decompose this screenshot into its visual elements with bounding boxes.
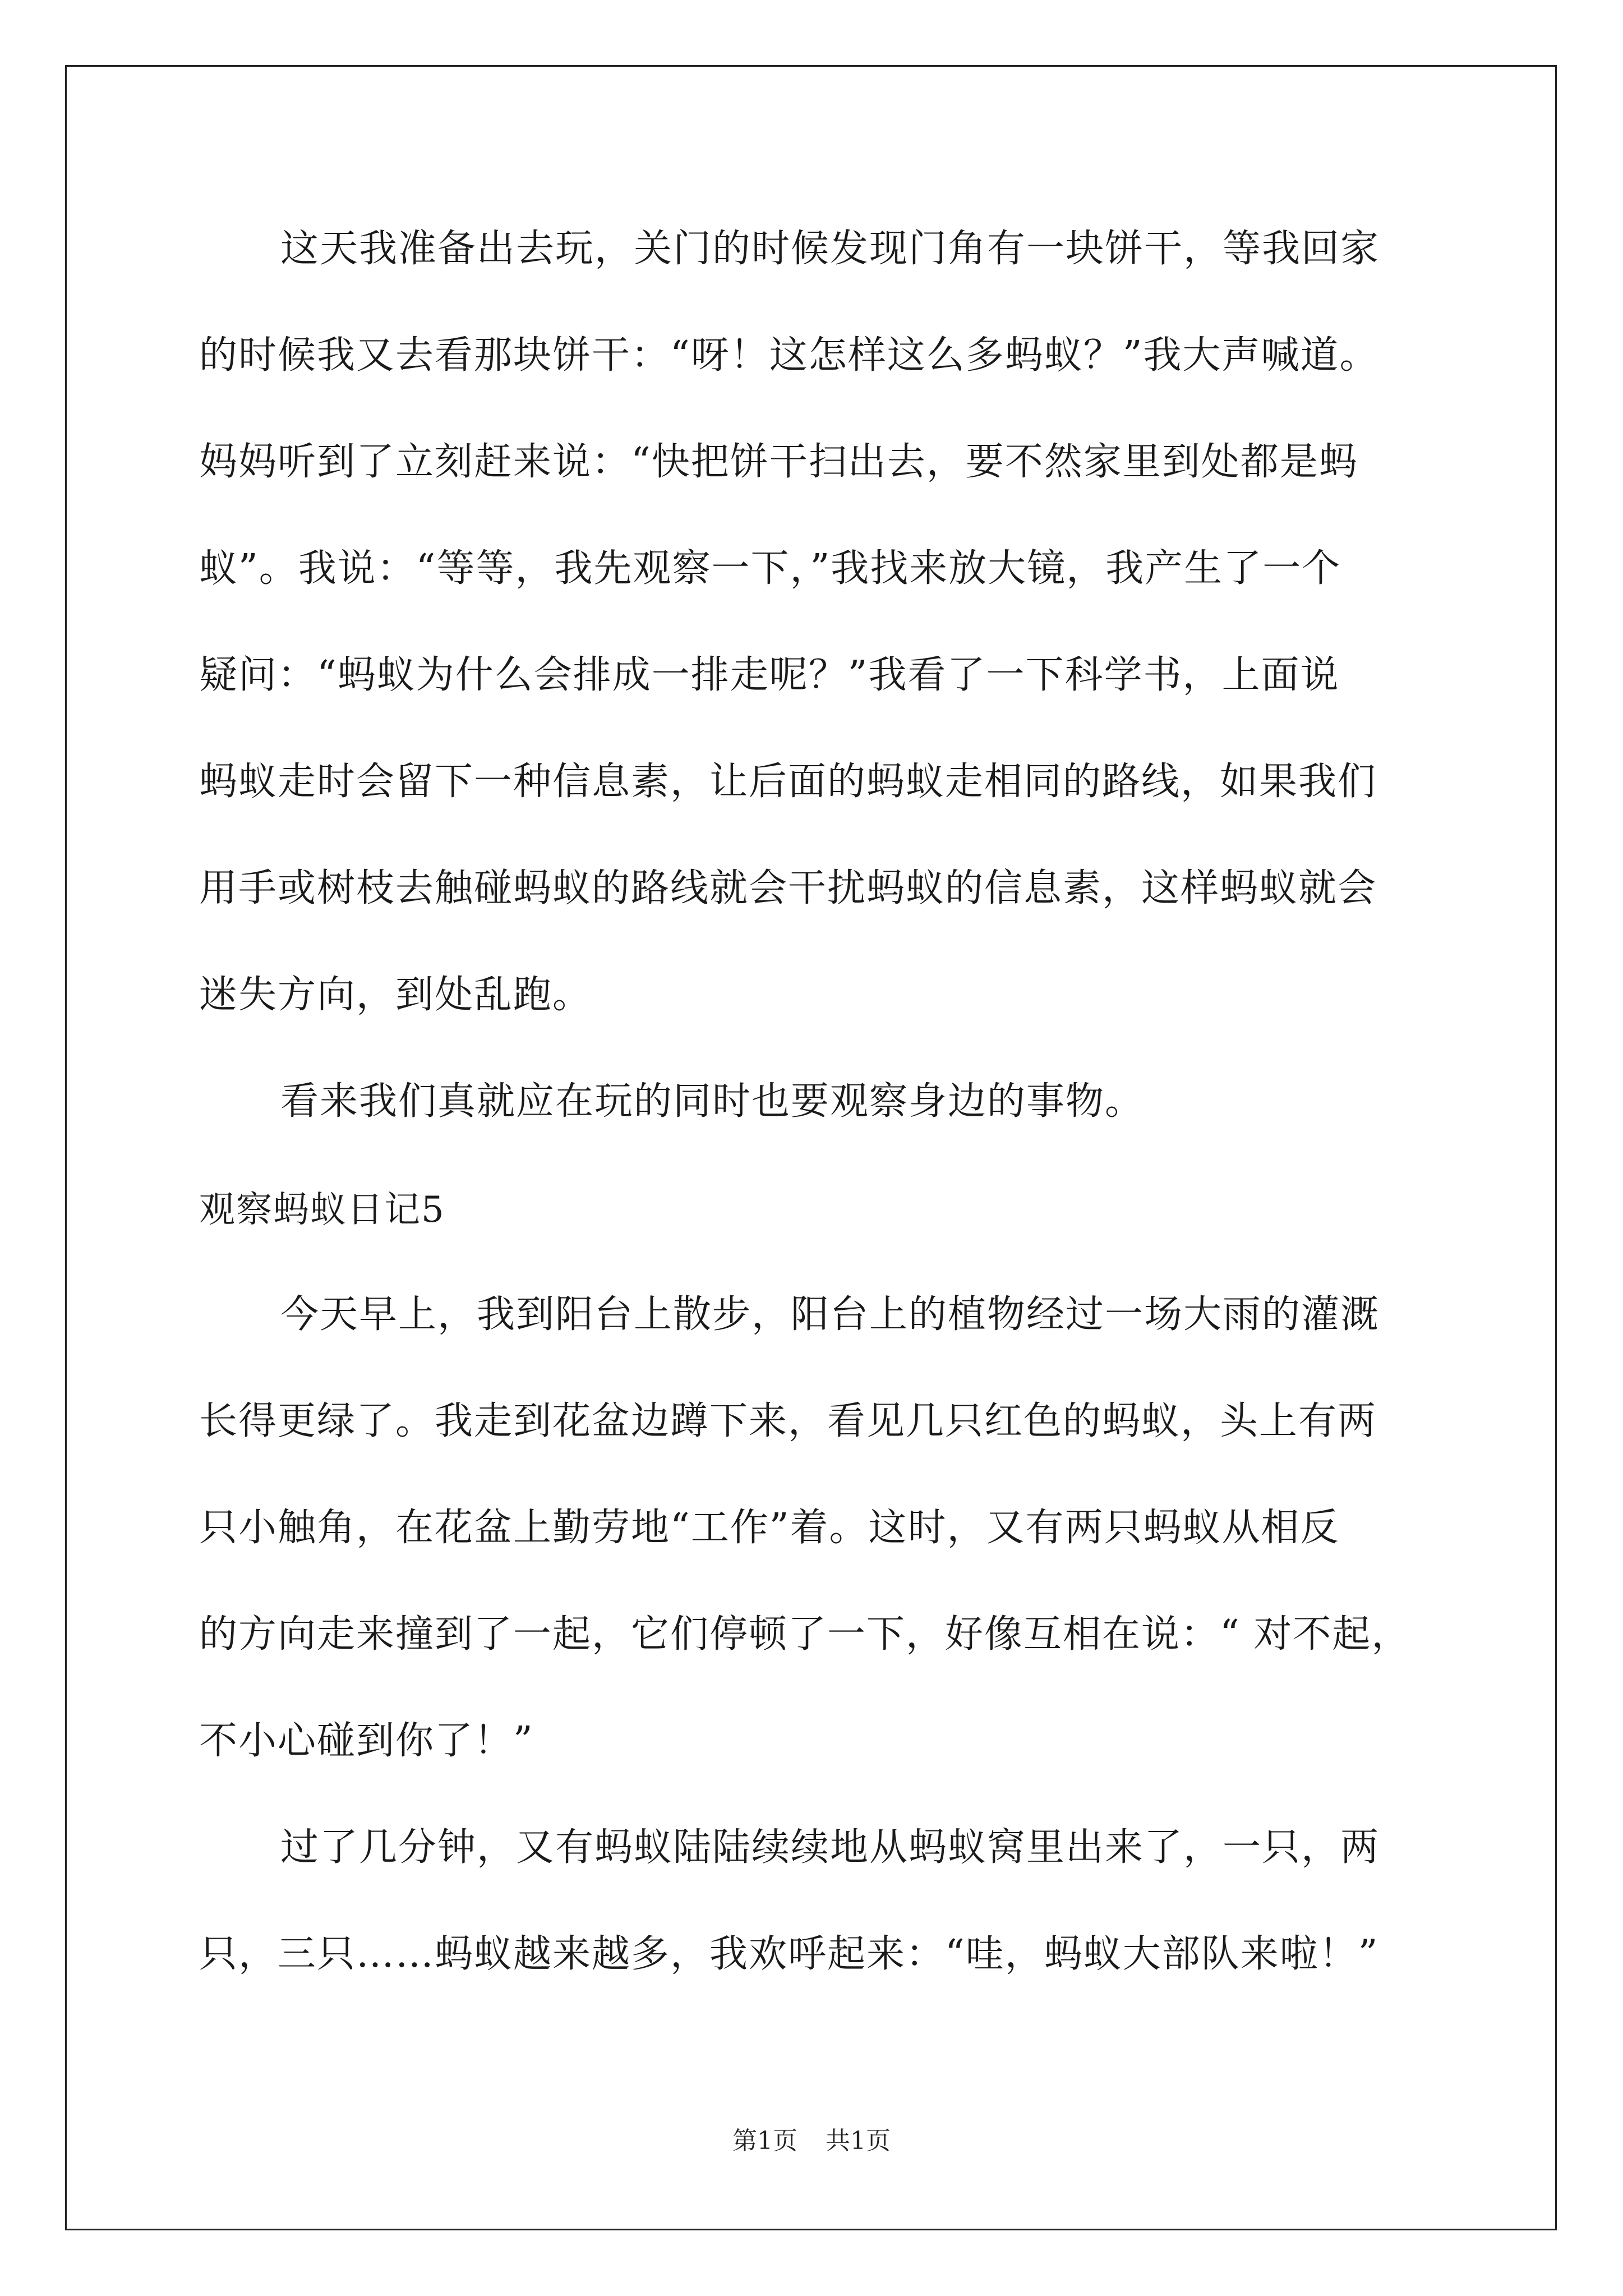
- paragraph-1-line-8: 迷失方向，到处乱跑。: [199, 973, 592, 1017]
- paragraph-3-line-2: 长得更绿了。我走到花盆边蹲下来，看见几只红色的蚂蚁，头上有两: [199, 1399, 1377, 1443]
- paragraph-3-line-4: 的方向走来撞到了一起，它们停顿了一下，好像互相在说：“ 对不起，: [199, 1612, 1411, 1657]
- paragraph-1-line-5: 疑问：“蚂蚁为什么会排成一排走呢？”我看了一下科学书，上面说: [199, 653, 1340, 697]
- paragraph-2-line-1: 看来我们真就应在玩的同时也要观察身边的事物。: [280, 1079, 1145, 1124]
- paragraph-3-line-3: 只小触角，在花盆上勤劳地“工作”着。这时，又有两只蚂蚁从相反: [199, 1506, 1340, 1550]
- paragraph-4-line-2: 只，三只……蚂蚁越来越多，我欢呼起来：“哇，蚂蚁大部队来啦！”: [199, 1932, 1379, 1976]
- page-number: 第1页: [732, 2127, 797, 2155]
- paragraph-1-line-6: 蚂蚁走时会留下一种信息素，让后面的蚂蚁走相同的路线，如果我们: [199, 760, 1377, 804]
- paragraph-1-line-3: 妈妈听到了立刻赶来说：“快把饼干扫出去，要不然家里到处都是蚂: [199, 440, 1358, 484]
- page-footer: [0, 2120, 1623, 2156]
- paragraph-1-line-2: 的时候我又去看那块饼干：“呀！这怎样这么多蚂蚁？”我大声喊道。: [199, 333, 1379, 378]
- paragraph-1-line-4: 蚁”。我说：“等等，我先观察一下，”我找来放大镜，我产生了一个: [199, 546, 1341, 591]
- page-total: 共1页: [826, 2127, 891, 2155]
- paragraph-1-line-7: 用手或树枝去触碰蚂蚁的路线就会干扰蚂蚁的信息素，这样蚂蚁就会: [199, 866, 1377, 910]
- paragraph-4-line-1: 过了几分钟，又有蚂蚁陆陆续续地从蚂蚁窝里出来了，一只，两: [280, 1825, 1380, 1870]
- paragraph-3-line-1: 今天早上，我到阳台上散步，阳台上的植物经过一场大雨的灌溉: [280, 1292, 1380, 1337]
- section-heading: 观察蚂蚁日记5: [199, 1189, 445, 1231]
- paragraph-3-line-5: 不小心碰到你了！”: [199, 1719, 534, 1763]
- paragraph-1-line-1: 这天我准备出去玩，关门的时候发现门角有一块饼干，等我回家: [280, 227, 1380, 271]
- page-border: [65, 65, 1557, 2230]
